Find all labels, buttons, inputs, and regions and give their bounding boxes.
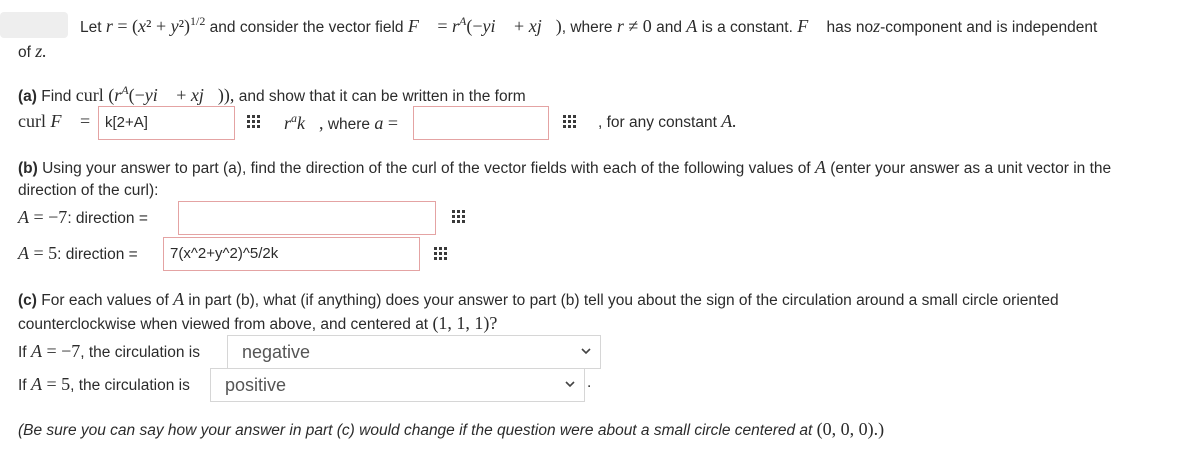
- circulation-select-2-value: positive: [225, 375, 287, 395]
- intro-of: of: [18, 44, 31, 61]
- part-c-label: (c): [18, 292, 37, 309]
- row-2-period: .: [587, 374, 592, 391]
- part-b-text: Using your answer to part (a), find the direction of the curl of the vector fields with each of the following values of: [42, 160, 811, 177]
- intro-lead: Let: [80, 19, 102, 36]
- direction-field-2[interactable]: 7(x^2+y^2)^5/2k: [163, 237, 420, 271]
- intro-line-2: [18, 41, 47, 62]
- part-b-text-2: (enter your answer as a unit vector in the: [830, 160, 1112, 177]
- intro-line: [80, 14, 1097, 37]
- intro-A: A: [686, 16, 698, 36]
- intro-F: F⃗: [797, 16, 823, 36]
- chevron-down-icon: [564, 378, 576, 390]
- direction-row-2-label: A = 5: direction =: [18, 243, 138, 263]
- part-b-A: A: [814, 157, 826, 177]
- intro-text-2: , where: [561, 19, 613, 36]
- intro-text-3: and: [656, 19, 682, 36]
- intro-text-4: is a constant.: [701, 19, 793, 36]
- curl-label: curl F⃗ =: [18, 111, 91, 131]
- rak-expression: $r^ak⃗$, where a =: [284, 111, 399, 133]
- intro-text-6: -component and is independent: [880, 19, 1098, 36]
- circulation-row-1-label: If A = −7, the circulation is: [18, 341, 200, 361]
- part-a-question: [18, 83, 526, 106]
- part-c-A: A: [173, 289, 185, 309]
- r-condition: r ≠ 0: [616, 16, 652, 36]
- intro-z: z: [873, 16, 881, 36]
- part-c-question: [18, 289, 1059, 310]
- part-c-line-2: counterclockwise when viewed from above, and centered at (1, 1, 1)?: [18, 313, 498, 333]
- part-a-text: Find: [41, 88, 72, 105]
- field-definition: F⃗ = $r^A(-yi⃗$ + xj⃗): [407, 14, 562, 36]
- intro-text-1: and consider the vector field: [209, 19, 404, 36]
- part-b-question: [18, 157, 1111, 178]
- exponent-answer-field[interactable]: [413, 106, 549, 140]
- chevron-down-icon: [580, 345, 592, 357]
- part-a-label: (a): [18, 88, 37, 105]
- part-c-text-2: in part (b), what (if anything) does your answer to part (b) tell you about the sign of the circulation around a small circle oriented: [188, 292, 1059, 309]
- direction-field-1[interactable]: [178, 201, 436, 235]
- part-b-line-2: direction of the curl):: [18, 182, 159, 199]
- redacted-area: [0, 12, 68, 38]
- equation-editor-icon[interactable]: [247, 115, 261, 129]
- r-definition: $r = (x^2 + y^2)^{1/2}$: [105, 14, 206, 36]
- intro-text-5: has no: [826, 19, 874, 36]
- circulation-select-1[interactable]: [227, 335, 601, 369]
- equation-editor-icon[interactable]: [452, 210, 466, 224]
- circulation-select-2[interactable]: [210, 368, 585, 402]
- circulation-row-2-label: If A = 5, the circulation is: [18, 374, 190, 394]
- curl-answer-field[interactable]: k[2+A]: [98, 106, 235, 140]
- intro-z-2: z.: [35, 41, 47, 61]
- note-line: (Be sure you can say how your answer in part (c) would change if the question were about a small circle centered at (0, 0, 0).): [18, 419, 885, 439]
- part-b-label: (b): [18, 160, 38, 177]
- part-a-expression: curl ($r^A(-yi⃗$ + xj⃗)),: [75, 83, 235, 105]
- equation-editor-icon[interactable]: [434, 247, 448, 261]
- part-a-text-2: and show that it can be written in the form: [238, 88, 526, 105]
- direction-row-1-label: A = −7: direction =: [18, 207, 148, 227]
- equation-editor-icon[interactable]: [563, 115, 577, 129]
- part-c-text: For each values of: [41, 292, 169, 309]
- part-a-tail: , for any constant A.: [598, 111, 737, 131]
- circulation-select-1-value: negative: [242, 342, 311, 362]
